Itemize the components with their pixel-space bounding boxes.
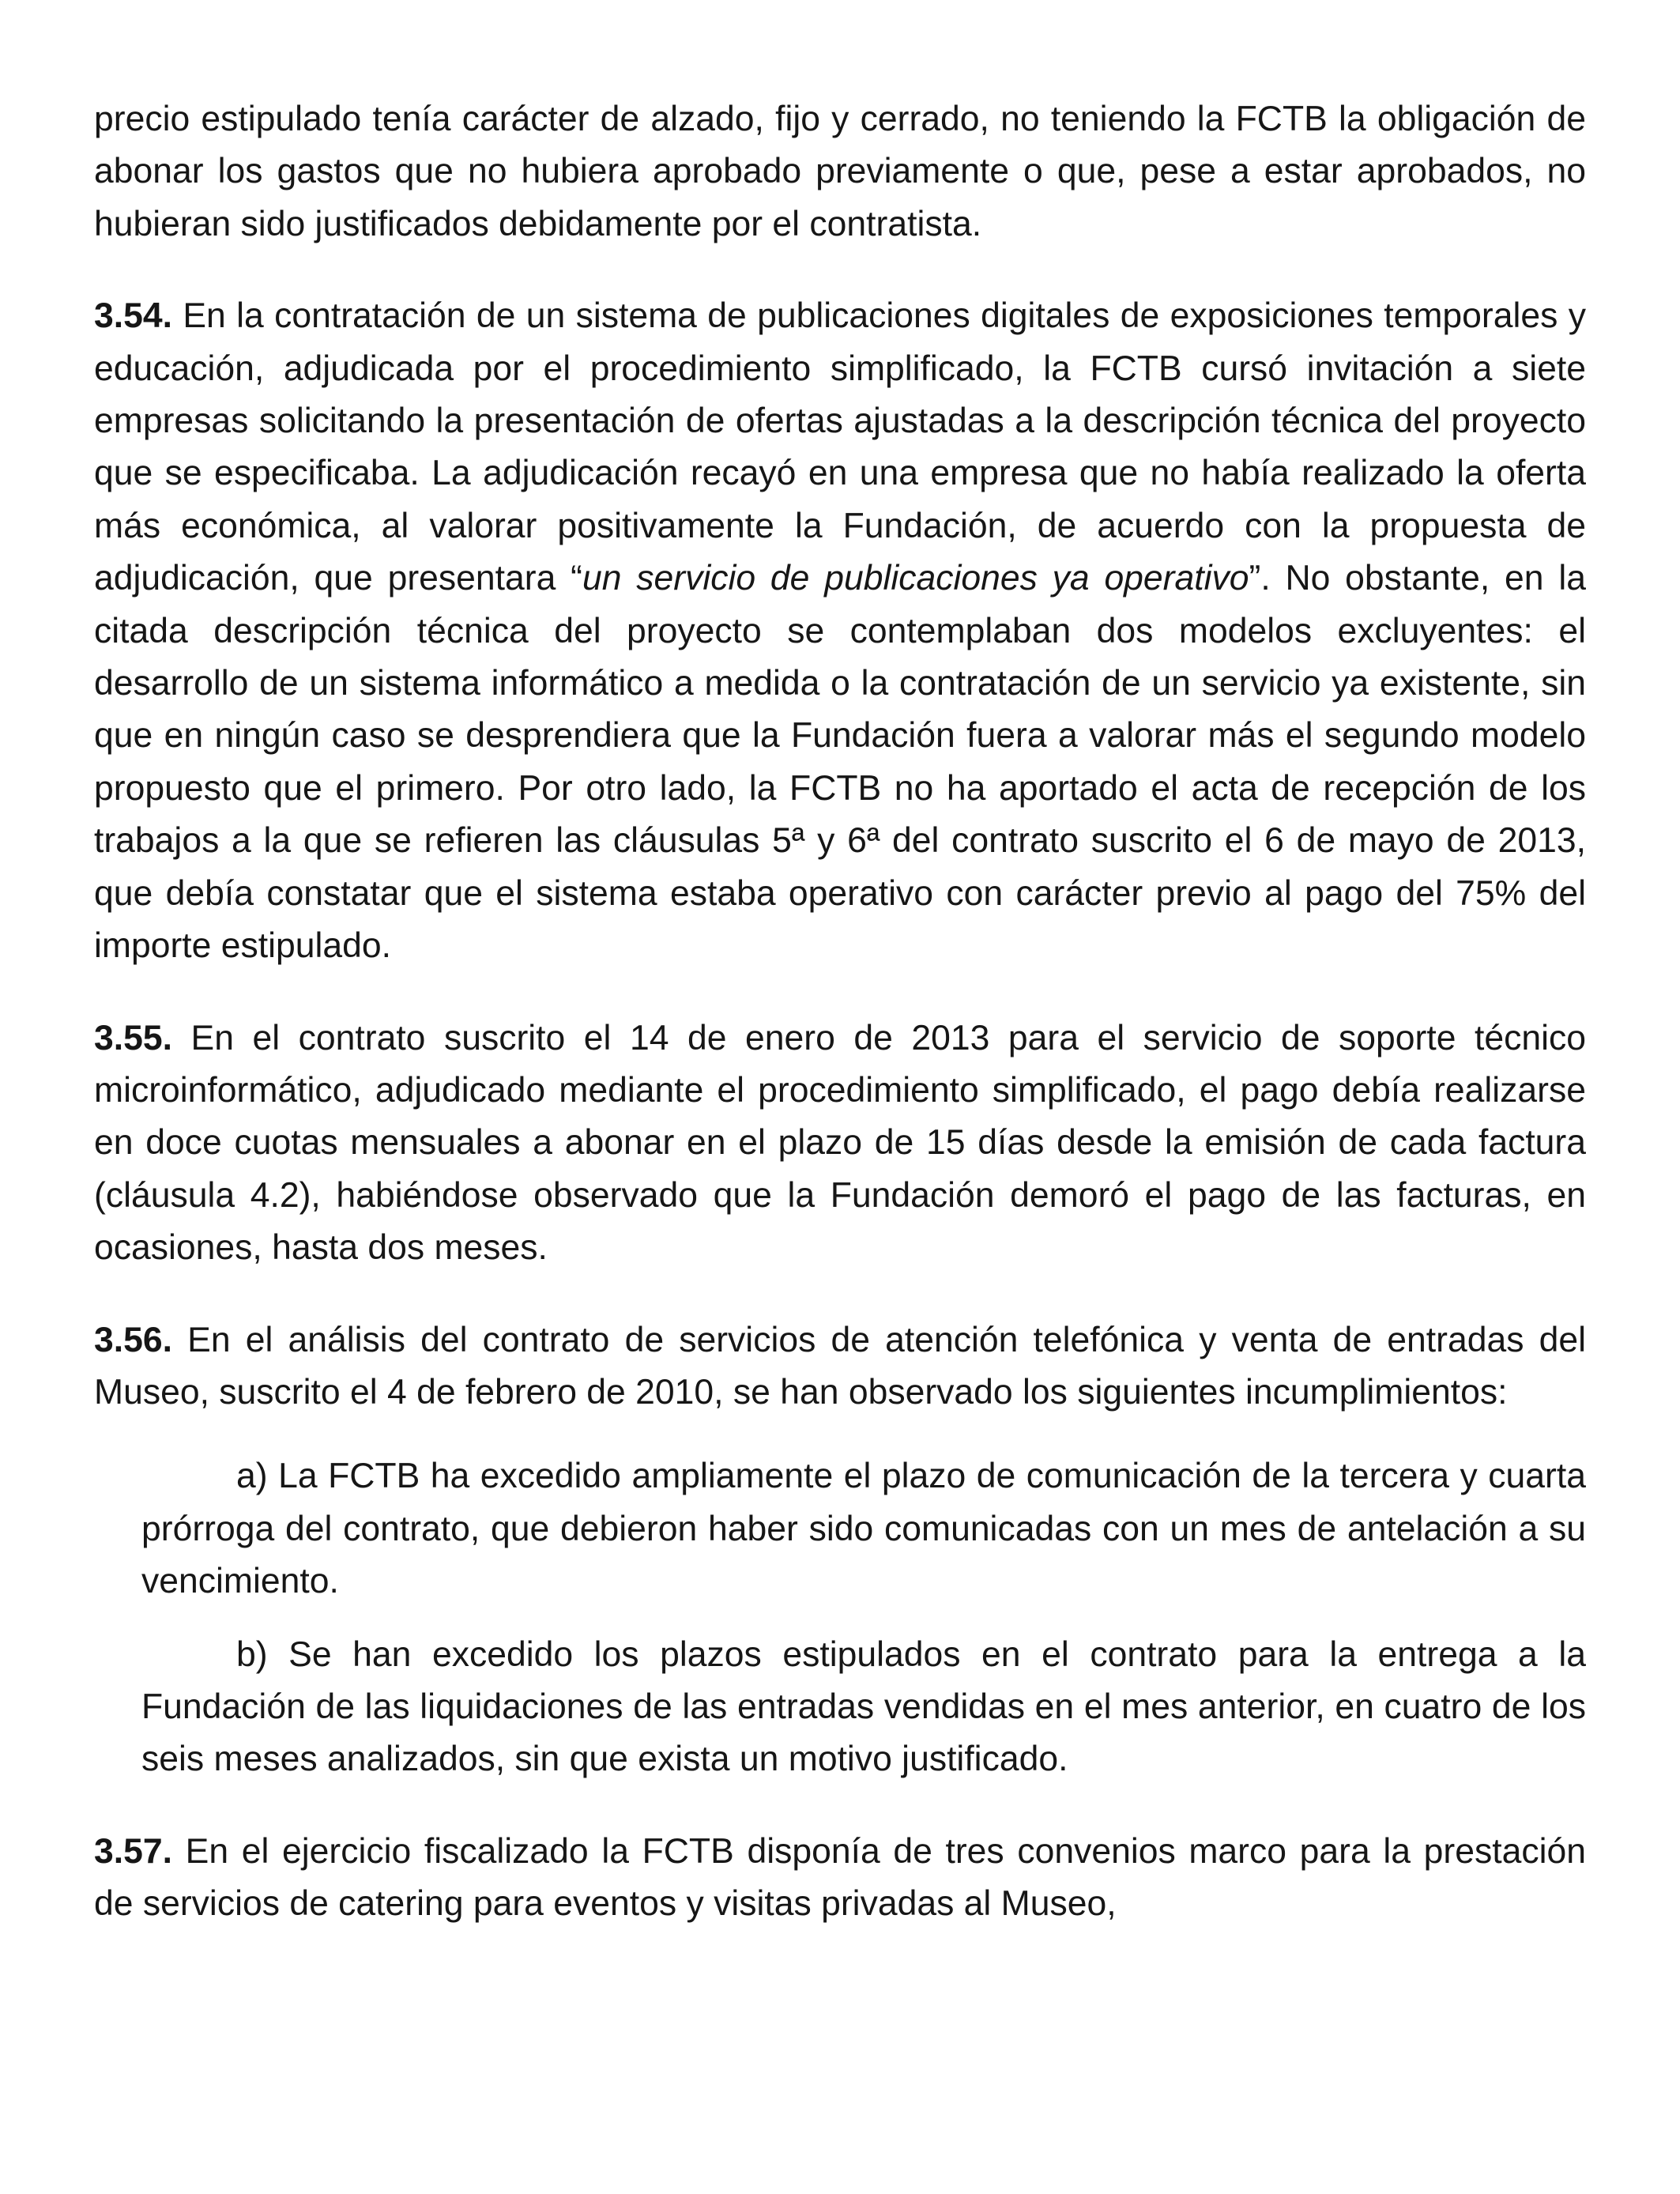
section-text: En el análisis del contrato de servicios de atención telefónica y venta de entradas del Museo, suscrito el 4 de febrero de 2010, se han observado los siguientes incumplimientos: bbox=[94, 1320, 1586, 1412]
section-number: 3.54. bbox=[94, 296, 172, 336]
section-number: 3.56. bbox=[94, 1320, 172, 1359]
section-3-54 bbox=[94, 290, 1586, 972]
section-text: En la contratación de un sistema de publicaciones digitales de exposiciones temporales y educación, adjudicada por el procedimiento simplificado, la FCTB cursó invitación a siete empresas solicitando la presentación de ofertas ajustadas a la descripción técnica del proyecto que se especificaba. La adjudicación recayó en una empresa que no había realizado la oferta más económica, al valorar positivamente la Fundación, de acuerdo con la propuesta de adjudicación, que presentara “ bbox=[94, 296, 1586, 598]
section-text-continued: ”. No obstante, en la citada descripción técnica del proyecto se contemplaban dos modelos excluyentes: el desarrollo de un sistema informático a medida o la contratación de un servicio ya existente, sin que en ningún caso se desprendiera que la Fundación fuera a valorar más el segundo modelo propuesto que el primero. Por otro lado, la FCTB no ha aportado el acta de recepción de los trabajos a la que se refieren las cláusulas 5ª y 6ª del contrato suscrito el 6 de mayo de 2013, que debía constatar que el sistema estaba operativo con carácter previo al pago del 75% del importe estipulado. bbox=[94, 559, 1586, 966]
quoted-text: un servicio de publicaciones ya operativo bbox=[582, 559, 1249, 598]
section-text: En el contrato suscrito el 14 de enero de 2013 para el servicio de soporte técnico microinformático, adjudicado mediante el procedimiento simplificado, el pago debía realizarse en doce cuotas mensuales a abonar en el plazo de 15 días desde la emisión de cada factura (cláusula 4.2), habiéndose observado que la Fundación demoró el pago de las facturas, en ocasiones, hasta dos meses. bbox=[94, 1018, 1586, 1268]
document-page bbox=[94, 93, 1586, 1970]
incumplimientos-list bbox=[94, 1450, 1586, 1785]
section-number: 3.57. bbox=[94, 1831, 172, 1871]
list-item: b) Se han excedido los plazos estipulados en el contrato para la entrega a la Fundación de las liquidaciones de las entradas vendidas en el mes anterior, en cuatro de los seis meses analizados, sin que exista un motivo justificado. bbox=[141, 1634, 1586, 1779]
section-text: En el ejercicio fiscalizado la FCTB disponía de tres convenios marco para la prestación de servicios de catering para eventos y visitas privadas al Museo, bbox=[94, 1831, 1586, 1924]
list-item: a) La FCTB ha excedido ampliamente el plazo de comunicación de la tercera y cuarta prórroga del contrato, que debieron haber sido comunicadas con un mes de antelación a su vencimiento. bbox=[141, 1457, 1586, 1601]
section-3-55 bbox=[94, 1012, 1586, 1275]
section-number: 3.55. bbox=[94, 1018, 172, 1057]
section-3-56 bbox=[94, 1314, 1586, 1419]
section-3-57 bbox=[94, 1826, 1586, 1931]
intro-paragraph: precio estipulado tenía carácter de alzado, fijo y cerrado, no teniendo la FCTB la obligación de abonar los gastos que no hubiera aprobado previamente o que, pese a estar aprobados, no hubieran sido justificados debidamente por el contratista. bbox=[94, 100, 1586, 243]
